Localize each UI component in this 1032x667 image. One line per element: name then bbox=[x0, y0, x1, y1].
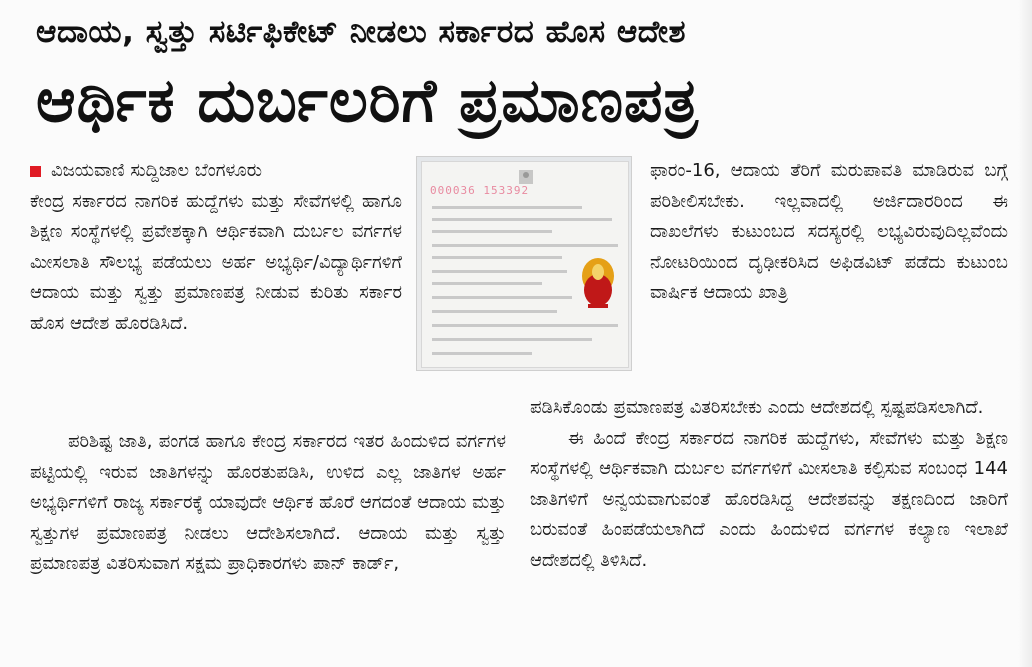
page-edge-shadow bbox=[1018, 0, 1032, 667]
certificate-text-line bbox=[432, 218, 612, 221]
certificate-text-line bbox=[432, 324, 618, 327]
certificate-text-line bbox=[432, 310, 557, 313]
article-column-left-bottom bbox=[30, 427, 506, 580]
certificate-text-line bbox=[432, 338, 592, 341]
certificate-sheet bbox=[421, 161, 629, 368]
seal-icon bbox=[574, 254, 622, 320]
certificate-text-line bbox=[432, 296, 572, 299]
dateline: ವಿಜಯವಾಣಿ ಸುದ್ದಿಜಾಲ ಬೆಂಗಳೂರು bbox=[51, 160, 262, 181]
certificate-text-line bbox=[432, 282, 542, 285]
certificate-text-line bbox=[432, 352, 532, 355]
certificate-watermark: 000036 153392 bbox=[430, 184, 530, 197]
paragraph-4: ಈ ಹಿಂದೆ ಕೇಂದ್ರ ಸರ್ಕಾರದ ನಾಗರಿಕ ಹುದ್ದೆಗಳು, ಸೇವೆಗಳು ಮತ್ತು ಶಿಕ್ಷಣ ಸಂಸ್ಥೆಗಳಲ್ಲಿ ಆರ್ಥಿಕವಾಗಿ ದುರ್ಬಲ ವರ್ಗಗಳಿಗೆ ಮೀಸಲಾತಿ ಕಲ್ಪಿಸುವ ಸಂಬಂಧ 144 ಜಾತಿಗಳಿಗೆ ಅನ್ವಯವಾಗುವಂತೆ ಹೊರಡಿಸಿದ್ದ ಆದೇಶವನ್ನು ತಕ್ಷಣದಿಂದ ಜಾರಿಗೆ ಬರುವಂತೆ ಹಿಂಪಡೆಯಲಾಗಿದೆ ಎಂದು ಹಿಂದುಳಿದ ವರ್ಗಗಳ ಕಲ್ಯಾಣ ಇಲಾಖೆ ಆದೇಶದಲ್ಲಿ ತಿಳಿಸಿದೆ. bbox=[530, 427, 1008, 571]
paragraph-2: ಪರಿಶಿಷ್ಟ ಜಾತಿ, ಪಂಗಡ ಹಾಗೂ ಕೇಂದ್ರ ಸರ್ಕಾರದ ಇತರ ಹಿಂದುಳಿದ ವರ್ಗಗಳ ಪಟ್ಟಿಯಲ್ಲಿ ಇರುವ ಜಾತಿಗಳನ್ನು ಹೊರತುಪಡಿಸಿ, ಉಳಿದ ಎಲ್ಲ ಜಾತಿಗಳ ಅರ್ಹ ಅಭ್ಯರ್ಥಿಗಳಿಗೆ ರಾಜ್ಯ ಸರ್ಕಾರಕ್ಕೆ ಯಾವುದೇ ಆರ್ಥಿಕ ಹೊರೆ ಆಗದಂತೆ ಆದಾಯ ಮತ್ತು ಸ್ವತ್ತುಗಳ ಪ್ರಮಾಣಪತ್ರ ನೀಡಲು ಆದೇಶಿಸಲಾಗಿದೆ. ಆದಾಯ ಮತ್ತು ಸ್ವತ್ತು ಪ್ರಮಾಣಪತ್ರ ವಿತರಿಸುವಾಗ ಸಕ್ಷಮ ಪ್ರಾಧಿಕಾರಗಳು ಪಾನ್ ಕಾರ್ಡ್, bbox=[30, 431, 506, 574]
paragraph-3: ಫಾರಂ-16, ಆದಾಯ ತೆರಿಗೆ ಮರುಪಾವತಿ ಮಾಡಿರುವ ಬಗ್ಗೆ ಪರಿಶೀಲಿಸಬೇಕು. ಇಲ್ಲವಾದಲ್ಲಿ ಅರ್ಜಿದಾರರಿಂದ ಈ ದಾಖಲೆಗಳು ಕುಟುಂಬದ ಸದಸ್ಯರಲ್ಲಿ ಲಭ್ಯವಿರುವುದಿಲ್ಲವೆಂದು ನೋಟರಿಯಿಂದ ದೃಢೀಕರಿಸಿದ ಅಫಿಡವಿಟ್ ಪಡೆದು ಕುಟುಂಬ ವಾರ್ಷಿಕ ಆದಾಯ ಖಾತ್ರಿ bbox=[650, 160, 1008, 303]
article-kicker: ಆದಾಯ, ಸ್ವತ್ತು ಸರ್ಟಿಫಿಕೇಟ್ ನೀಡಲು ಸರ್ಕಾರದ ಹೊಸ ಆದೇಶ bbox=[36, 14, 686, 50]
dateline-marker-icon bbox=[30, 166, 41, 177]
paragraph-3-continued: ಪಡಿಸಿಕೊಂಡು ಪ್ರಮಾಣಪತ್ರ ವಿತರಿಸಬೇಕು ಎಂದು ಆದೇಶದಲ್ಲಿ ಸ್ಪಷ್ಟಪಡಿಸಲಾಗಿದೆ. bbox=[530, 397, 984, 418]
certificate-text-line bbox=[432, 206, 582, 209]
article-column-left-top bbox=[30, 156, 402, 339]
certificate-text-line bbox=[432, 230, 552, 233]
certificate-photo bbox=[416, 156, 632, 371]
certificate-text-line bbox=[432, 244, 618, 247]
article-column-right-bottom bbox=[530, 393, 1008, 576]
article-headline: ಆರ್ಥಿಕ ದುರ್ಬಲರಿಗೆ ಪ್ರಮಾಣಪತ್ರ bbox=[36, 66, 699, 136]
certificate-text-line bbox=[432, 256, 562, 259]
article-column-right-top bbox=[650, 156, 1008, 309]
certificate-text-line bbox=[432, 270, 567, 273]
paragraph-1: ಕೇಂದ್ರ ಸರ್ಕಾರದ ನಾಗರಿಕ ಹುದ್ದೆಗಳು ಮತ್ತು ಸೇವೆಗಳಲ್ಲಿ ಹಾಗೂ ಶಿಕ್ಷಣ ಸಂಸ್ಥೆಗಳಲ್ಲಿ ಪ್ರವೇಶಕ್ಕಾಗಿ ಆರ್ಥಿಕವಾಗಿ ದುರ್ಬಲ ವರ್ಗಗಳ ಮೀಸಲಾತಿ ಸೌಲಭ್ಯ ಪಡೆಯಲು ಅರ್ಹ ಅಭ್ಯರ್ಥಿ/ವಿದ್ಯಾರ್ಥಿಗಳಿಗೆ ಆದಾಯ ಮತ್ತು ಸ್ವತ್ತು ಪ್ರಮಾಣಪತ್ರ ನೀಡುವ ಕುರಿತು ಸರ್ಕಾರ ಹೊಸ ಆದೇಶ ಹೊರಡಿಸಿದೆ. bbox=[30, 190, 402, 334]
